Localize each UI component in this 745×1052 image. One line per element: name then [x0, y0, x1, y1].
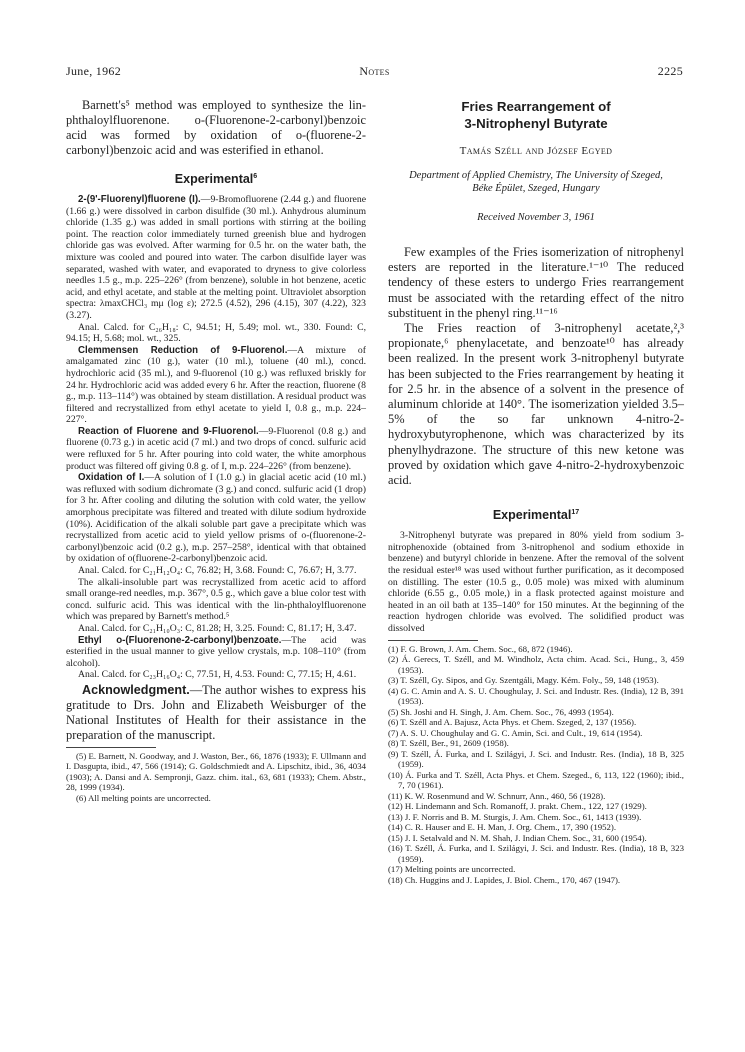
reference-item: (10) Á. Furka and T. Széll, Acta Phys. et Chem. Szeged., 6, 113, 122 (1960); ibid., 7, 70 (1961). — [388, 769, 684, 791]
paragraph-text: The alkali-insoluble part was recrystallized from acetic acid to afford small orange-red needles, m.p. 367°, 0.5 g., which gave a blue color test with concd. sulfuric acid. This was identical with the lin-phthaloylfluorenone which was prepared by Barnett's method.⁵ — [66, 576, 366, 623]
run-in-heading: Oxidation of I. — [78, 472, 145, 484]
reference-item: (9) T. Széll, Á. Furka, and I. Szilágyi, J. Sci. and Industr. Res. (India), 18 B, 325 (1959). — [388, 748, 684, 770]
footnote: (5) E. Barnett, N. Goodway, and J. Waston, Ber., 66, 1876 (1933); F. Ullmann and I. Dasgupta, ibid., 47, 566 (1914); G. Goldschmiedt and A. Lipschitz, ibid., 36, 4034 (1903); A. Dansi and A. Sempronji, Gazz. chim. ital., 63, 681 (1933); Chem. Abstr., 28, 1999 (1934). — [66, 750, 366, 793]
exp-paragraph — [66, 623, 366, 635]
footnote: (6) All melting points are uncorrected. — [76, 792, 211, 803]
run-in-heading: Reaction of Fluorene and 9-Fluorenol. — [78, 425, 259, 437]
reference-item: (11) K. W. Rosenmund and W. Schnurr, Ann., 460, 56 (1928). — [388, 790, 606, 801]
paragraph-text: Anal. Calcd. for C₂₁H₁₂O₄: C, 76.82; H, 3.68. Found: C, 76.67; H, 3.77. — [78, 565, 357, 576]
reference-item: (7) A. S. U. Choughulay and G. C. Amin, Sci. and Cult., 19, 614 (1954). — [388, 727, 643, 738]
reference-item: (12) H. Lindemann and Sch. Romanoff, J. prakt. Chem., 122, 127 (1929). — [388, 801, 647, 812]
affiliation-line: Béke Épület, Szeged, Hungary — [472, 183, 600, 194]
reference-item: (2) Á. Gerecs, T. Széll, and M. Windholz, Acta chim. Acad. Sci., Hung., 3, 459 (1953). — [388, 654, 684, 675]
exp-paragraph — [66, 322, 366, 345]
paragraph-text: Anal. Calcd. for C₂₁H₁₀O₃: C, 81.28; H, 3.25. Found: C, 81.17; H, 3.47. — [78, 622, 357, 634]
paragraph-text: Anal. Calcd. for C₂₃H₁₆O₄: C, 77.51, H, 4.53. Found: C, 77.15; H, 4.61. — [78, 669, 357, 681]
reference-item: (5) Sh. Joshi and H. Singh, J. Am. Chem. Soc., 76, 4993 (1954). — [388, 706, 614, 717]
exp-paragraph — [66, 669, 366, 681]
exp-paragraph — [66, 194, 366, 322]
acknowledgment-text: —The author wishes to express his gratitude to Drs. John and Elizabeth Weisburger of the National Institutes of Health for their assistance in the preparation of the manuscript. — [66, 682, 366, 742]
acknowledgment-paragraph — [66, 683, 366, 743]
title-line: Fries Rearrangement of — [461, 99, 611, 114]
experimental-heading-text: Experimental — [492, 508, 572, 523]
received-date: Received November 3, 1961 — [477, 212, 595, 223]
experimental-paragraph-right: 3-Nitrophenyl butyrate was prepared in 80% yield from sodium 3-nitrophenoxide (obtained from 3-nitrophenol and sodium ethoxide in benzene) and butyryl chloride in benzene. After the removal of the solvent the residual ester¹⁸ was used without further purification, as it decomposed on distilling. The ester (10.5 g., 0.05 mole) was mixed with aluminum chloride (6.55 g., 0.05 mole,) in a flask protected against moisture and heated in an oil bath at 135–140° for 150 minutes. At the beginning of the reaction hydrogen chloride was evolved. The solidified product was dissolved — [388, 530, 684, 634]
affiliation-line: Department of Applied Chemistry, The University of Szeged, — [409, 170, 663, 181]
intro-paragraph: Barnett's⁵ method was employed to synthesize the lin-phthaloylfluorenone. o-(Fluorenone-2-carbonyl)benzoic acid was formed by oxidation of o-(fluorene-2-carbonyl)benzoic acid and was esterified in ethanol. — [66, 98, 366, 157]
experimental-heading-footnote-mark: 17 — [571, 509, 580, 517]
exp-paragraph — [66, 577, 366, 623]
body-paragraph: Few examples of the Fries isomerization of nitrophenyl esters are reported in the literature.¹⁻¹⁰ The reduced tendency of these esters to undergo Fries rearrangement must be associated with the retarding effect of the nitro substituent in the phenyl ring.¹¹⁻¹⁶ — [388, 245, 684, 320]
reference-item: (13) J. F. Norris and B. M. Sturgis, J. Am. Chem. Soc., 61, 1413 (1939). — [388, 811, 642, 822]
author-affiliation — [388, 169, 684, 195]
reference-item: (4) G. C. Amin and A. S. U. Choughulay, J. Sci. and Industr. Res. (India), 12 B, 391 (1953). — [388, 685, 684, 707]
body-paragraph: The Fries reaction of 3-nitrophenyl acetate,²,³ propionate,⁶ phenylacetate, and benzoate¹⁰ has already been realized. In the present work 3-nitrophenyl butyrate has been subjected to the Fries rearrangement by heating it for 2.5 hr. in the absence of a solvent in the presence of aluminum chloride at 140°. The isomerization yielded 3.5–5% of the so far unknown 4-nitro-2-hydroxybutyrophenone, which was characterized by its phenylhydrazone. The structure of this new ketone was proved by oxidation which gave 4-nitro-2-hydroxybenzoic acid. — [388, 321, 684, 488]
paragraph-text: —A solution of I (1.0 g.) in glacial acetic acid (10 ml.) was refluxed with sodium dichromate (3 g.) and concd. sulfuric acid (1 drop) for 3 hr. After cooling and diluting the solution with cold water, the yellow amorphous precipitate was filtered and treated with dilute sodium hydroxide (10%). Acidification of the alkali soluble part gave a precipitate which was recrystallized from acetic acid to yield yellow prisms of o-(fluorenone-2-carbonyl)benzoic acid (0.2 g.), m.p. 257–258°, identical with that obtained by oxidation of o(fluorene-2-carbonyl)benzoic acid. — [66, 472, 366, 565]
run-in-heading: Clemmensen Reduction of 9-Fluorenol. — [78, 344, 288, 356]
experimental-body-left — [66, 194, 366, 681]
exp-paragraph — [66, 426, 366, 472]
paragraph-text: —A mixture of amalgamated zinc (10 g.), water (10 ml.), toluene (40 ml.), concd. hydrochloric acid (35 ml.), and 9-fluorenol (10 g.) was refluxed briskly for 24 hr. Hydrochloric acid was added every 6 hr. After the reaction, fluorene (8 g., m.p. 113–114°) was obtained by steam distillation. A residual product was filtered and recrystallized from ethyl acetate to yield I, 0.8 g., m.p. 224–227°. — [66, 344, 366, 426]
experimental-heading-left — [66, 172, 366, 186]
reference-item: (1) F. G. Brown, J. Am. Chem. Soc., 68, 872 (1946). — [388, 643, 573, 654]
right-column — [388, 98, 684, 885]
reference-item: (16) T. Széll, Á. Furka, and I. Szilágyi, J. Sci. and Industr. Res. (India), 18 B, 323 (1959). — [388, 843, 684, 864]
article-body — [388, 245, 684, 488]
footnote-divider — [66, 747, 156, 748]
experimental-heading-text: Experimental — [174, 172, 254, 186]
reference-item: (15) J. I. Setalvald and N. M. Shah, J. Indian Chem. Soc., 31, 600 (1954). — [388, 832, 647, 843]
reference-item: (8) T. Széll, Ber., 91, 2609 (1958). — [388, 738, 509, 749]
title-line: 3-Nitrophenyl Butyrate — [464, 116, 608, 131]
paragraph-text: —The acid was esterified in the usual manner to give yellow crystals, m.p. 108–110° (from alcohol). — [66, 634, 367, 669]
paragraph-text: —9-Bromofluorene (2.44 g.) and fluorene (1.66 g.) were dissolved in carbon disulfide (30 ml.). Anhydrous aluminum chloride (1.35 g.) was added in small portions with stirring at the boiling point. The reaction color immediately turned greenish blue and hydrogen chloride gas was evolved. After warming for 0.5 hr. on the water bath, the mixture was cooled and poured into water. The carbon disulfide layer was separated, washed with water, and evaporated to dryness to give colorless needles 1.5 g., m.p. 225–226° (from benzene), soluble in hot benzene, acetic acid, and ethyl acetate, and stable at the melting point. Ultraviolet absorption spectra: λmaxCHCl₃ mμ (log ε); 272.5 (4.52), 296 (4.15), 307 (4.22), 323 (3.27). — [66, 194, 366, 321]
left-column — [66, 98, 366, 803]
reference-item: (6) T. Széll and A. Bajusz, Acta Phys. et Chem. Szeged, 2, 137 (1956). — [388, 717, 637, 728]
reference-item: (3) T. Széll, Gy. Sipos, and Gy. Szentgáli, Magy. Kém. Foly., 59, 148 (1953). — [388, 675, 659, 686]
paragraph-text: Anal. Calcd. for C₂₆H₁₈: C, 94.51; H, 5.49; mol. wt., 330. Found: C, 94.15; H, 5.68; mol. wt., 325. — [66, 321, 366, 345]
paragraph-text: —9-Fluorenol (0.8 g.) and fluorene (0.73 g.) in acetic acid (7 ml.) and two drops of concd. sulfuric acid were refluxed for 5 hr. After pouring into cold water, the white amorphous product was filtered off giving 0.8 g. of I, m.p. 224–226° (from benzene). — [66, 425, 366, 472]
run-in-heading: Ethyl o-(Fluorenone-2-carbonyl)benzoate. — [78, 634, 282, 646]
exp-paragraph — [66, 565, 366, 577]
acknowledgment-heading: Acknowledgment. — [82, 682, 190, 697]
reference-list — [388, 644, 684, 886]
reference-item: (18) Ch. Huggins and J. Lapides, J. Biol. Chem., 170, 467 (1947). — [388, 874, 621, 885]
exp-paragraph — [66, 472, 366, 565]
run-in-heading: 2-(9'-Fluorenyl)fluorene (I). — [78, 194, 201, 205]
header-date: June, 1962 — [66, 64, 121, 78]
experimental-heading-right — [388, 508, 684, 522]
exp-paragraph — [66, 345, 366, 426]
article-title — [388, 98, 684, 132]
reference-item: (17) Melting points are uncorrected. — [388, 864, 516, 875]
page-header — [66, 64, 683, 80]
article-authors: Tamás Széll and József Egyed — [459, 145, 613, 157]
reference-item: (14) C. R. Hauser and E. H. Man, J. Org. Chem., 17, 390 (1952). — [388, 822, 617, 833]
page-number: 2225 — [657, 64, 683, 78]
references-divider — [388, 640, 478, 641]
exp-paragraph — [66, 635, 366, 670]
header-section: Notes — [359, 64, 390, 78]
experimental-heading-footnote-mark: 6 — [253, 172, 258, 180]
